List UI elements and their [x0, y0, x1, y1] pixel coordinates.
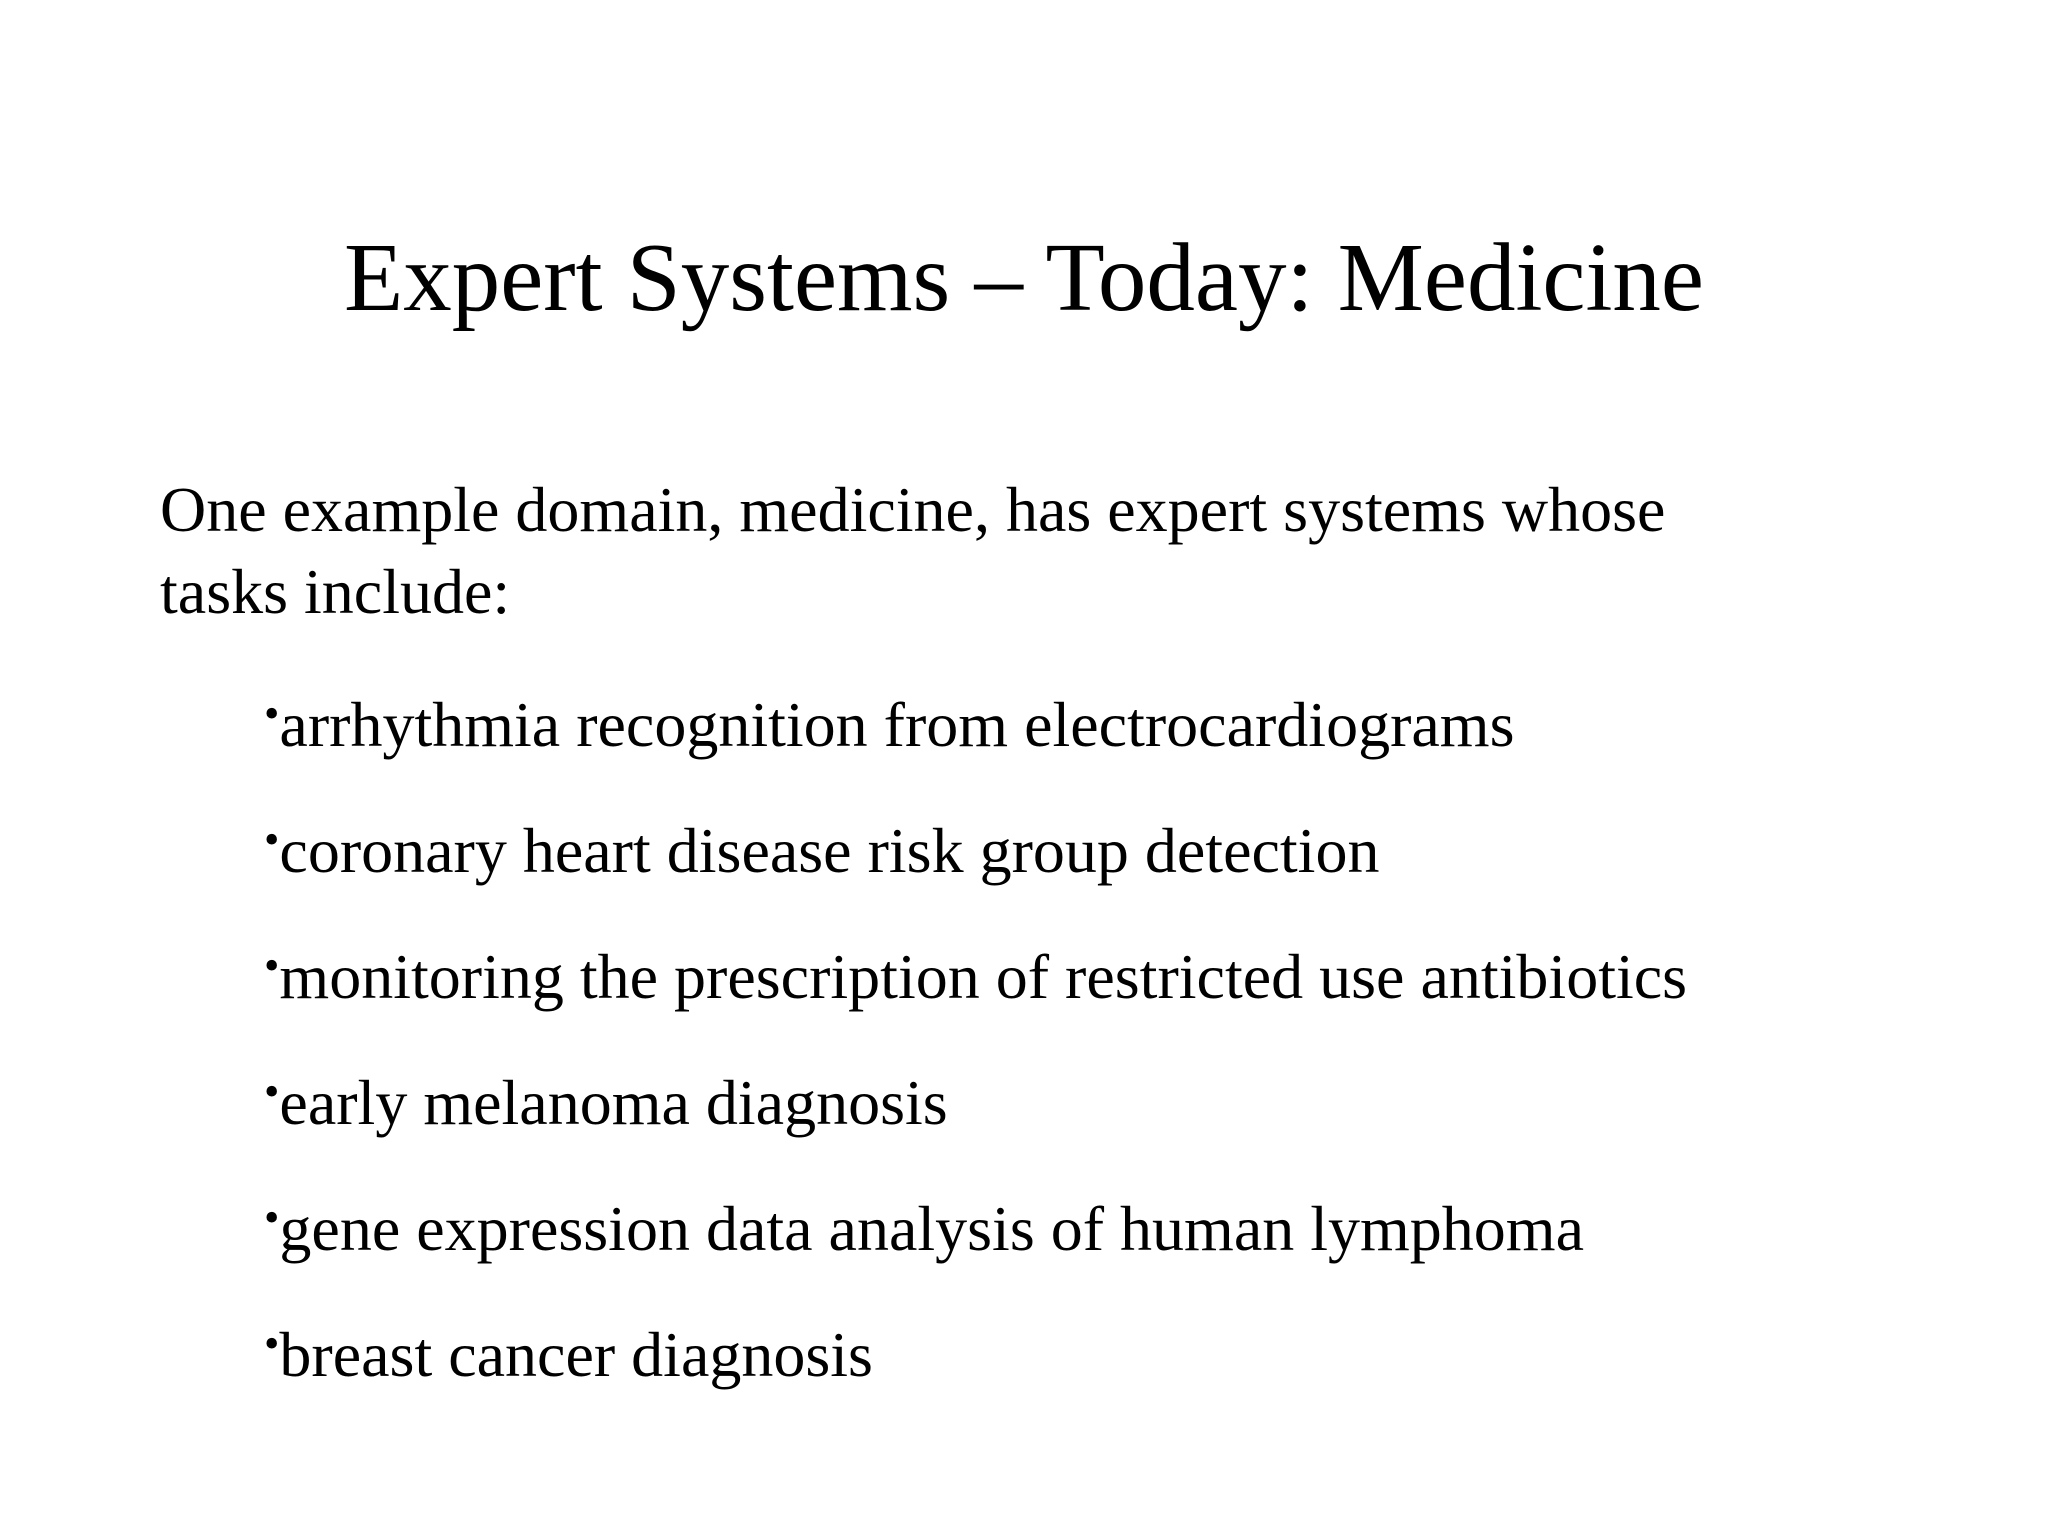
intro-line-1: One example domain, medicine, has expert systems whose: [160, 474, 1666, 545]
bullet-text: early melanoma diagnosis: [279, 1067, 948, 1138]
bullet-icon: •: [264, 689, 280, 738]
bullet-text: gene expression data analysis of human lymphoma: [279, 1193, 1584, 1264]
bullet-item-melanoma: [264, 1051, 1687, 1177]
bullet-icon: •: [264, 815, 280, 864]
bullet-item-coronary: [264, 799, 1687, 925]
bullet-item-antibiotics: [264, 925, 1687, 1051]
task-bullet-list: [264, 673, 1687, 1429]
bullet-item-breast-cancer: [264, 1303, 1687, 1429]
intro-paragraph: [160, 469, 1960, 633]
bullet-text: monitoring the prescription of restricted use antibiotics: [279, 941, 1688, 1012]
bullet-item-arrhythmia: [264, 673, 1687, 799]
bullet-icon: •: [264, 1319, 280, 1368]
slide-title: Expert Systems – Today: Medicine: [344, 224, 1704, 331]
bullet-text: coronary heart disease risk group detection: [279, 815, 1380, 886]
bullet-icon: •: [264, 941, 280, 990]
bullet-item-lymphoma: [264, 1177, 1687, 1303]
bullet-text: breast cancer diagnosis: [279, 1319, 873, 1390]
bullet-icon: •: [264, 1193, 280, 1242]
bullet-text: arrhythmia recognition from electrocardiograms: [279, 689, 1515, 760]
bullet-icon: •: [264, 1067, 280, 1116]
intro-line-2: tasks include:: [160, 556, 511, 627]
